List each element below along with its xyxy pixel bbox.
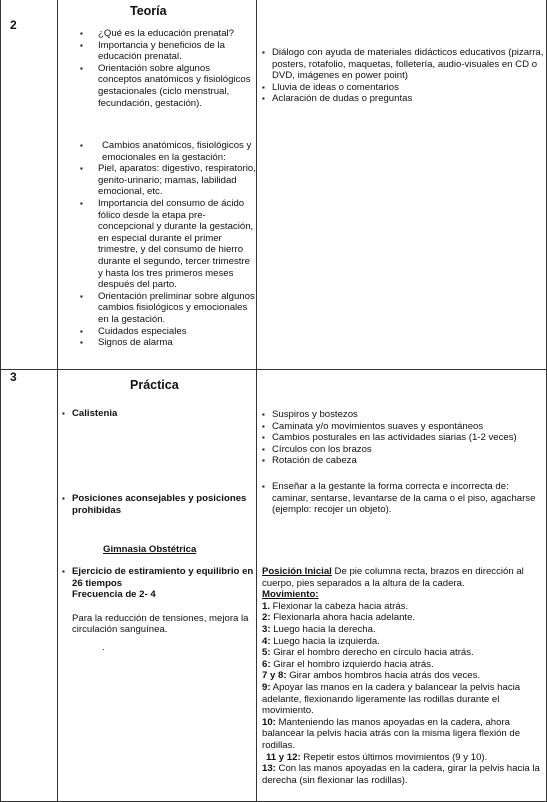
movement-step-number: 9:: [262, 681, 271, 693]
movement-step-number: 4:: [262, 635, 271, 647]
movement-step-number: 10:: [262, 716, 276, 728]
movement-step: [262, 670, 545, 682]
movement-step: [262, 624, 545, 636]
movement-step: [262, 659, 545, 671]
list-item: ▪ Caminata y/o movimientos suaves y espontáneos: [262, 421, 544, 433]
theory-topics: [74, 28, 254, 109]
section-title: Teoría: [130, 4, 167, 18]
section-number: 2: [10, 18, 17, 32]
exercise-frequency: Frecuencia de 2- 4: [72, 589, 156, 601]
list-item: ▪ Aclaración de dudas o preguntas: [262, 93, 544, 105]
list-item: ▪ Suspiros y bostezos: [262, 409, 544, 421]
section-title: Práctica: [130, 378, 179, 392]
list-item: ▪ Enseñar a la gestante la forma correcta e incorrecta de: caminar, sentarse, levantarse de la cama o el piso, agacharse (ejemplo: recojer un objeto).: [262, 481, 544, 516]
list-item: ▪ Ejercicio de estiramiento y equilibrio en 26 tiempos: [62, 566, 254, 589]
movement-step-text: Girar ambos hombros hacia atrás dos veces.: [286, 670, 481, 682]
movement-step-text: Flexionar la cabeza hacia atrás.: [270, 600, 409, 612]
list-item: ▪ Círculos con los brazos: [262, 444, 544, 456]
list-item: ▪ Piel, aparatos: digestivo, respiratorio, genito-urinario; mamas, labilidad emocional, etc.: [74, 163, 256, 198]
movement-list: [262, 601, 545, 787]
posiciones-items: [262, 481, 544, 516]
initial-position-label: Posición Inicial: [262, 566, 332, 577]
movement-step: [262, 682, 545, 717]
movement-step: [262, 717, 545, 752]
exercise-description: [62, 566, 254, 654]
list-item: ▪ Importancia del consumo de ácido fólico desde la etapa pre-concepcional y durante la gestación, en especial durante el primer trimestre, y del consumo de hierro durante el segundo, tercer trimestre y hasta los tres primeros meses después del parto.: [74, 198, 256, 291]
list-item: ▪ Cambios anatómicos, fisiológicos y emocionales en la gestación:: [74, 140, 256, 163]
movement-step-number: 2:: [262, 612, 271, 624]
movement-step-text: Manteniendo las manos apoyadas en la cadera, ahora balancear la pelvis hacia atrás con la misma ligera flexión de rodillas.: [262, 716, 521, 751]
gimnasia-title: Gimnasia Obstétrica: [103, 544, 197, 555]
movement-step-number: 5:: [262, 647, 271, 659]
movement-step-number: 11 y 12:: [266, 751, 301, 763]
list-item: ▪ Calistenia: [62, 408, 252, 420]
list-item: ▪ Cambios posturales en las actividades siarias (1-2 veces): [262, 432, 544, 444]
movement-step-text: Luego hacia la derecha.: [270, 623, 376, 635]
movement-step: [262, 612, 545, 624]
list-item: ▪ Lluvia de ideas o comentarios: [262, 82, 544, 94]
exercise-purpose: Para la reducción de tensiones, mejora la circulación sanguínea.: [72, 612, 249, 636]
movement-step-text: Repetir estos últimos movimientos (9 y 10).: [300, 751, 488, 763]
initial-position: [262, 566, 545, 589]
movement-step-text: Girar el hombro izquierdo hacia atrás.: [270, 658, 434, 670]
movement-step-number: 13:: [262, 763, 276, 775]
list-item: ▪ Diálogo con ayuda de materiales didácticos educativos (pizarra, posters, rotafolio, maquetas, folletería, audio-visuales en CD o DVD, imágenes en power point): [262, 47, 544, 82]
theory-methods: [262, 47, 544, 105]
movement-step: [262, 636, 545, 648]
list-item: ▪ Importancia y beneficios de la educación prenatal.: [74, 40, 254, 63]
movement-instructions: [262, 566, 545, 786]
movement-step: [262, 601, 545, 613]
movement-step-text: Apoyar las manos en la cadera y balancear la pelvis hacia adelante, flexionando ligeramente las rodillas durante el movimiento.: [262, 681, 521, 717]
movement-step: [262, 647, 545, 659]
table-border-left: [0, 0, 1, 802]
column-divider-number: [57, 0, 58, 802]
list-item: ▪ ¿Qué es la educación prenatal?: [74, 28, 254, 40]
column-divider-content: [256, 0, 257, 802]
movement-step-text: Luego hacia la izquierda.: [270, 635, 380, 647]
movement-step: [262, 752, 545, 764]
stray-dot: .: [102, 641, 105, 653]
row-divider: [0, 369, 547, 370]
movement-step-number: 3:: [262, 623, 271, 635]
movement-step-number: 6:: [262, 658, 271, 670]
movement-step-text: Con las manos apoyadas en la cadera, girar la pelvis hacia la derecha (sin flexionar las rodillas).: [262, 763, 540, 786]
initial-position-text: De pie columna recta, brazos en dirección al cuerpo, pies separados a la altura de la cadera.: [262, 566, 524, 589]
theory-topics-changes: [74, 140, 256, 349]
movement-heading: Movimiento:: [262, 589, 319, 601]
movement-step-number: 1.: [262, 600, 271, 612]
movement-step: [262, 763, 545, 786]
list-item: ▪ Posiciones aconsejables y posiciones prohibidas: [62, 493, 254, 516]
movement-step-number: 7 y 8:: [262, 670, 287, 682]
section-number: 3: [10, 370, 17, 384]
posiciones-label: [62, 493, 254, 516]
list-item: ▪ Orientación sobre algunos conceptos anatómicos y fisiológicos gestacionales (ciclo menstrual, fecundación, gestación).: [74, 63, 254, 109]
list-item: ▪ Orientación preliminar sobre algunos cambios fisiológicos y emocionales en la gestación.: [74, 291, 256, 326]
movement-step-text: Girar el hombro derecho en círculo hacia atrás.: [270, 647, 474, 659]
calistenia-label: [62, 408, 252, 420]
movement-step-text: Flexionarla ahora hacia adelante.: [270, 612, 416, 624]
calistenia-items: [262, 409, 544, 467]
list-item: ▪ Rotación de cabeza: [262, 455, 544, 467]
list-item: ▪ Cuidados especiales: [74, 326, 256, 338]
list-item: ▪ Signos de alarma: [74, 337, 256, 349]
